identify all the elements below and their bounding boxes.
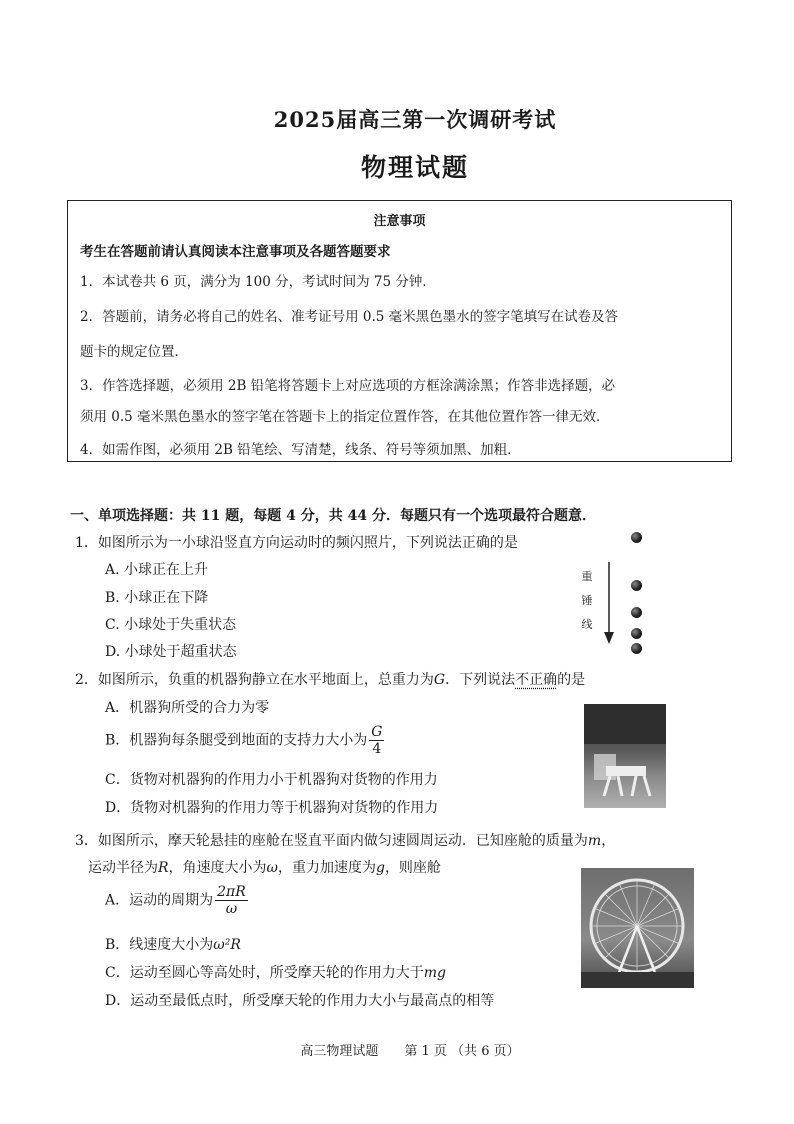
q3-option-b: B．线速度大小为ω²R [105,937,241,953]
q1-option-b: B. 小球正在下降 [105,590,209,606]
section-heading: 一、单项选择题：共 11 题，每题 4 分，共 44 分．每题只有一个选项最符合题意． [70,508,596,524]
notice-item-2-line-1: 2．答题前，请务必将自己的姓名、准考证号用 0.5 毫米黑色墨水的签字笔填写在试卷及答 [80,309,619,325]
page-footer: 高三物理试题 第 1 页 （共 6 页） [300,1044,520,1059]
notice-item-3-line-2: 须用 0.5 毫米黑色墨水的签字笔在答题卡上的指定位置作答，在其他位置作答一律无效． [80,409,610,425]
subject-title: 物理试题 [360,153,469,182]
notice-heading: 注意事项 [373,214,426,229]
strobe-ball-2 [631,580,642,591]
q2-b-fraction: $\frac{G}{4}$ [371,724,383,757]
plumb-label-2: 锤 [581,594,593,607]
q2-emphasis: 不正确 [515,672,558,688]
q3-stem-line-2: 运动半径为R，角速度大小为ω，重力加速度为g，则座舱 [88,860,441,876]
notice-item-1: 1．本试卷共 6 页，满分为 100 分，考试时间为 75 分钟． [80,274,436,290]
notice-item-4: 4．如需作图，必须用 2B 铅笔绘、写清楚，线条、符号等须加黑、加粗． [80,442,521,458]
plumb-label-1: 重 [581,570,593,583]
q3-option-d: D．运动至最低点时，所受摩天轮的作用力大小与最高点的相等 [105,993,495,1009]
q1-stem: 1．如图所示为一小球沿竖直方向运动时的频闪照片，下列说法正确的是 [75,535,518,551]
ferris-wheel-photo [581,868,694,988]
q2-var-g: G [433,672,446,688]
strobe-ball-4 [631,628,642,639]
strobe-ball-3 [631,607,642,618]
q3-stem-line-1: 3．如图所示，摩天轮悬挂的座舱在竖直平面内做匀速圆周运动．已知座舱的质量为m， [75,833,616,849]
plumb-label-3: 线 [581,618,593,631]
robot-dog-photo [584,704,666,808]
notice-intro: 考生在答题前请认真阅读本注意事项及各题答题要求 [80,244,391,260]
q3-option-c: C．运动至圆心等高处时，所受摩天轮的作用力大于mg [105,965,446,981]
q3-a-fraction: $\frac{2\pi R}{\omega}$ [217,884,246,917]
q1-option-a: A. 小球正在上升 [105,562,209,578]
notice-item-2-line-2: 题卡的规定位置． [80,344,188,360]
strobe-ball-5 [631,643,642,654]
q2-option-d: D．货物对机器狗的作用力等于机器狗对货物的作用力 [105,800,439,816]
q2-option-a: A．机器狗所受的合力为零 [105,700,270,716]
q1-option-c: C. 小球处于失重状态 [105,617,237,633]
q2-stem: 2．如图所示，负重的机器狗静立在水平地面上，总重力为G．下列说法不正确的是 [75,672,586,688]
notice-item-3-line-1: 3．作答选择题，必须用 2B 铅笔将答题卡上对应选项的方框涂满涂黑；作答非选择题，必 [80,378,616,394]
q3-option-a: A．运动的周期为 $\frac{2\pi R}{\omega}$ [105,884,246,917]
exam-title: 2025届高三第一次调研考试 [273,107,557,132]
q1-option-d: D. 小球处于超重状态 [105,644,237,660]
q2-option-c: C．货物对机器狗的作用力小于机器狗对货物的作用力 [105,772,438,788]
q2-option-b: B．机器狗每条腿受到地面的支持力大小为 $\frac{G}{4}$ [105,724,383,757]
strobe-ball-1 [631,532,642,543]
plumb-line-arrow [602,560,616,646]
